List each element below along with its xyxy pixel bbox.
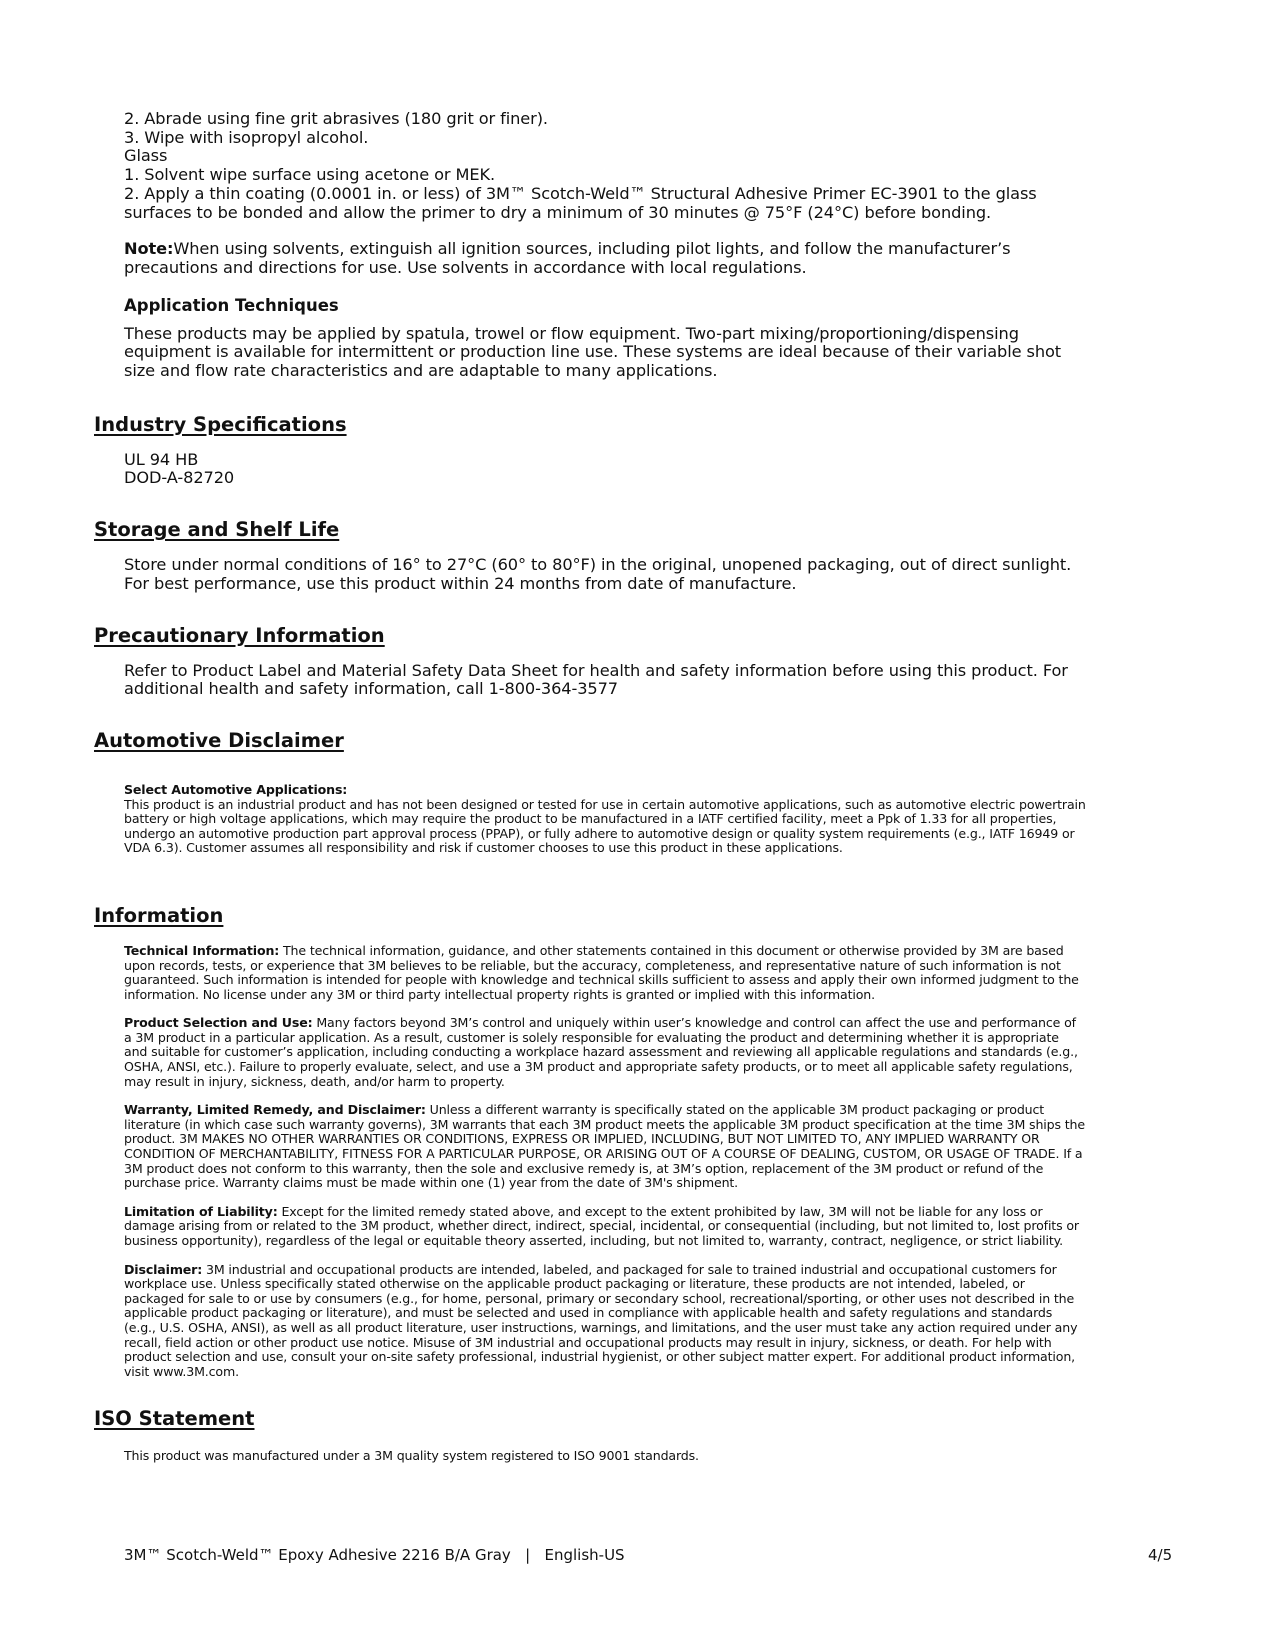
industry-specifications-heading: Industry Specifications [94,412,347,436]
warranty-paragraph [124,1103,1275,1191]
automotive-text [124,783,1275,856]
text-line: VDA 6.3). Customer assumes all responsibility and risk if customer chooses to use this product in these applications. [124,840,843,856]
footer-product-name: 3M™ Scotch-Weld™ Epoxy Adhesive 2216 B/A Gray [124,1546,511,1564]
surface-prep-steps [124,110,1275,222]
spec-item: UL 94 HB [124,449,199,469]
text-line: guaranteed. Such information is intended for people with knowledge and technical skills sufficient to assess and apply their own informed judgment to the [124,972,1079,988]
note-label: Note: [124,239,174,259]
text-line: upon records, tests, or experience that 3M believes to be reliable, but the accuracy, completeness, and representative nature of such information is not [124,957,1061,973]
paragraph-label: Product Selection and Use: [124,1015,313,1031]
text-line: Unless a different warranty is specifically stated on the applicable 3M product packaging or product [425,1102,1045,1118]
spec-item: DOD-A-82720 [124,468,235,488]
text-line: This product is an industrial product and has not been designed or tested for use in certain automotive applications, such as automotive electric powertrain [124,796,1086,812]
text-line: For best performance, use this product within 24 months from date of manufacture. [124,573,797,593]
text-line: size and flow rate characteristics and are adaptable to many applications. [124,361,718,381]
paragraph-label: Disclaimer: [124,1261,203,1277]
application-techniques-text [124,325,1275,381]
text-line: and suitable for customer’s application, including conducting a workplace hazard assessment and reviewing all applicable regulations and standards (e.g., [124,1044,1078,1060]
prep-line: 2. Apply a thin coating (0.0001 in. or less) of 3M™ Scotch-Weld™ Structural Adhesive Primer EC-3901 to the glass [124,183,1037,203]
iso-statement-text: This product was manufactured under a 3M quality system registered to ISO 9001 standards. [124,1448,699,1464]
text-line: CONDITION OF MERCHANTABILITY, FITNESS FOR A PARTICULAR PURPOSE, OR ARISING OUT OF A COURSE OF DEALING, CUSTOM, OR USAGE OF TRADE. If a [124,1146,1083,1162]
footer-product-line [124,1546,625,1564]
application-techniques-title: Application Techniques [124,295,339,315]
solvent-note [124,240,1275,277]
limitation-of-liability-paragraph [124,1205,1275,1249]
automotive-heading: Automotive Disclaimer [94,728,344,752]
text-line: workplace use. Unless specifically stated otherwise on the applicable product packaging or literature, these products are not intended, labeled, or [124,1276,1025,1292]
footer-language: English-US [544,1546,625,1564]
prep-line: surfaces to be bonded and allow the primer to dry a minimum of 30 minutes @ 75°F (24°C) before bonding. [124,202,992,222]
text-line: applicable product packaging or literature), and must be selected and used in compliance with applicable health and safety regulations and standards [124,1305,1053,1321]
text-line: Refer to Product Label and Material Safety Data Sheet for health and safety information before using this product. For [124,660,1068,680]
prep-line: 2. Abrade using fine grit abrasives (180 grit or finer). [124,109,548,128]
prep-line: 1. Solvent wipe surface using acetone or MEK. [124,165,496,185]
iso-statement-heading: ISO Statement [94,1407,255,1431]
technical-information-paragraph [124,944,1275,1002]
text-line: These products may be applied by spatula, trowel or flow equipment. Two-part mixing/proportioning/dispensing [124,323,1019,343]
information-heading: Information [94,903,224,927]
note-text: precautions and directions for use. Use solvents in accordance with local regulations. [124,257,807,277]
text-line: Store under normal conditions of 16° to 27°C (60° to 80°F) in the original, unopened packaging, out of direct sunlight. [124,555,1072,575]
industry-specifications-list [124,451,1275,488]
text-line: Except for the limited remedy stated above, and except to the extent prohibited by law, 3M will not be liable for any loss or [277,1203,1043,1219]
prep-line: 3. Wipe with isopropyl alcohol. [124,127,369,147]
prep-line: Glass [124,146,168,166]
paragraph-label: Warranty, Limited Remedy, and Disclaimer: [124,1102,426,1118]
text-line: packaged for sale to or use by consumers (e.g., for home, personal, primary or secondary school, recreational/sporting, or other uses not described in the [124,1290,1075,1306]
text-line: undergo an automotive production part approval process (PPAP), or fully adhere to automotive design or quality system requirements (e.g., IATF 16949 or [124,825,1075,841]
footer-separator: | [525,1546,531,1564]
precautionary-heading: Precautionary Information [94,623,385,647]
text-line: literature (in which case such warranty governs), 3M warrants that each 3M product meets the applicable 3M product specification at the time 3M ships the [124,1116,1085,1132]
text-line: additional health and safety information, call 1-800-364-3577 [124,679,618,699]
text-line: OSHA, ANSI, etc.). Failure to properly evaluate, select, and use a 3M product and appropriate safety products, or to meet all applicable safety regulations, [124,1059,1073,1075]
text-line: 3M industrial and occupational products are intended, labeled, and packaged for sale to trained industrial and occupational customers for [202,1261,1057,1277]
text-line: visit www.3M.com. [124,1363,239,1379]
text-line: equipment is available for intermittent or production line use. These systems are ideal because of their variable shot [124,342,1062,362]
disclaimer-paragraph [124,1263,1275,1380]
page-number: 4/5 [1148,1546,1173,1564]
note-text: When using solvents, extinguish all ignition sources, including pilot lights, and follow the manufacturer’s [173,239,1011,259]
text-line: business opportunity), regardless of the legal or equitable theory asserted, including, but not limited to, warranty, contract, negligence, or strict liability. [124,1233,1064,1249]
text-line: battery or high voltage applications, which may require the product to be manufactured in a IATF certified facility, meet a Ppk of 1.33 for all properties, [124,811,1057,827]
paragraph-label: Technical Information: [124,942,280,958]
storage-heading: Storage and Shelf Life [94,518,340,542]
text-line: damage arising from or related to the 3M product, whether direct, indirect, special, incidental, or consequential (including, but not limited to, lost profits or [124,1218,1079,1234]
text-line: Many factors beyond 3M’s control and uniquely within user’s knowledge and control can affect the use and performance of [312,1015,1076,1031]
text-line: information. No license under any 3M or third party intellectual property rights is granted or implied with this information. [124,986,875,1002]
text-line: product selection and use, consult your on-site safety professional, industrial hygienist, or other subject matter expert. For additional product information, [124,1349,1075,1365]
storage-text [124,556,1275,593]
text-line: product. 3M MAKES NO OTHER WARRANTIES OR CONDITIONS, EXPRESS OR IMPLIED, INCLUDING, BUT NOT LIMITED TO, ANY IMPLIED WARRANTY OR [124,1131,1040,1147]
text-line: purchase price. Warranty claims must be made within one (1) year from the date of 3M's shipment. [124,1175,739,1191]
text-line: (e.g., U.S. OSHA, ANSI), as well as all product literature, user instructions, warnings, and limitations, and the user must take any action required under any [124,1319,1078,1335]
text-line: a 3M product in a particular application. As a result, customer is solely responsible for evaluating the product and determining whether it is appropriate [124,1029,1059,1045]
text-line: may result in injury, sickness, death, and/or harm to property. [124,1073,505,1089]
text-line: 3M product does not conform to this warranty, then the sole and exclusive remedy is, at 3M’s option, replacement of the 3M product or refund of the [124,1160,1044,1176]
text-line: recall, field action or other product use notice. Misuse of 3M industrial and occupational products may result in injury, sickness, or death. For help with [124,1334,1052,1350]
product-selection-paragraph [124,1016,1275,1089]
automotive-subtitle: Select Automotive Applications: [124,781,348,797]
paragraph-label: Limitation of Liability: [124,1203,278,1219]
precautionary-text [124,662,1275,699]
text-line: The technical information, guidance, and other statements contained in this document or otherwise provided by 3M are based [279,942,1064,958]
